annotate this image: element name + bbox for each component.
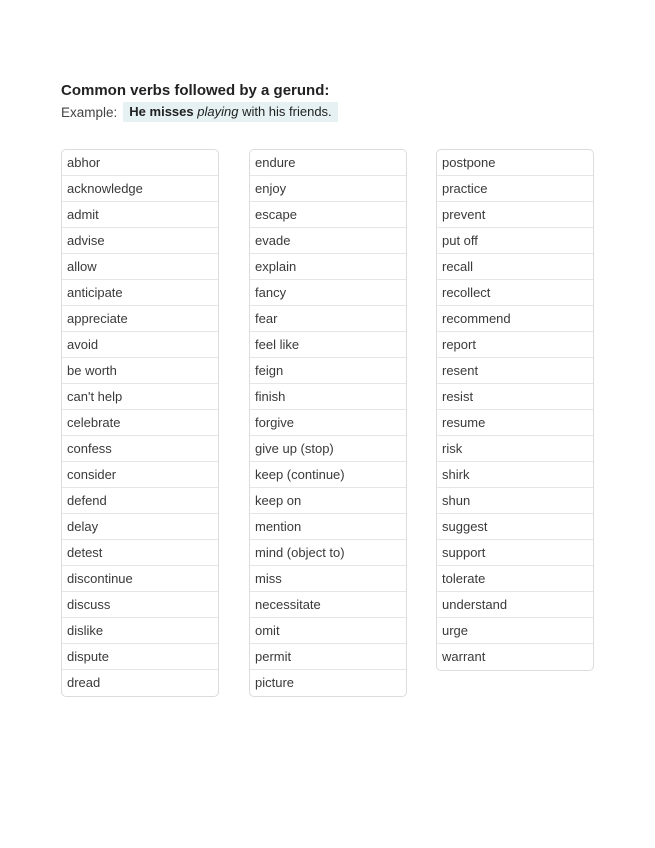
- example-gerund: playing: [197, 104, 239, 119]
- verb-list-item: allow: [62, 254, 218, 280]
- example-highlight: [123, 102, 337, 122]
- verb-list-item: understand: [437, 592, 593, 618]
- verb-list-item: anticipate: [62, 280, 218, 306]
- verb-list-item: enjoy: [250, 176, 406, 202]
- verb-list-item: fear: [250, 306, 406, 332]
- verb-list-item: dread: [67, 675, 101, 690]
- verb-list-item: feel like: [250, 332, 406, 358]
- example-rest: with his friends.: [242, 104, 332, 119]
- verb-list-item: resume: [437, 410, 593, 436]
- verb-list-item: practice: [437, 176, 593, 202]
- verb-list-item: forgive: [250, 410, 406, 436]
- verb-list-item: be worth: [62, 358, 218, 384]
- verb-list-item: resist: [437, 384, 593, 410]
- verb-list-item: risk: [437, 436, 593, 462]
- verb-list-item: keep (continue): [250, 462, 406, 488]
- verb-list-item: dispute: [62, 644, 218, 670]
- verb-list-item: celebrate: [62, 410, 218, 436]
- verb-list-item: dislike: [62, 618, 218, 644]
- verb-list-item: discuss: [62, 592, 218, 618]
- verb-list-item: defend: [62, 488, 218, 514]
- verb-list-item: put off: [437, 228, 593, 254]
- verb-list-item: recall: [437, 254, 593, 280]
- verb-list-item: escape: [250, 202, 406, 228]
- verb-list-item: give up (stop): [250, 436, 406, 462]
- verb-list-item: admit: [62, 202, 218, 228]
- verb-list-item: urge: [437, 618, 593, 644]
- verb-list-item: can't help: [62, 384, 218, 410]
- verb-list-item: warrant: [442, 649, 486, 664]
- verb-column-1: [61, 149, 219, 697]
- verb-list-item: delay: [62, 514, 218, 540]
- verb-list-item: advise: [62, 228, 218, 254]
- verb-list-item: picture: [255, 675, 295, 690]
- verb-list-item: feign: [250, 358, 406, 384]
- verb-list-item: report: [437, 332, 593, 358]
- verb-list-item: recommend: [437, 306, 593, 332]
- verb-list-item: avoid: [62, 332, 218, 358]
- verb-list-item: confess: [62, 436, 218, 462]
- verb-list-item: explain: [250, 254, 406, 280]
- example-sentence: [61, 102, 338, 122]
- verb-list-item: evade: [250, 228, 406, 254]
- example-subject: He: [129, 104, 146, 119]
- verb-list-item: finish: [250, 384, 406, 410]
- verb-list-item: consider: [62, 462, 218, 488]
- verb-list-item: keep on: [250, 488, 406, 514]
- verb-list-item: suggest: [437, 514, 593, 540]
- verb-list-item: permit: [250, 644, 406, 670]
- verb-list-item: acknowledge: [62, 176, 218, 202]
- verb-list-item: fancy: [250, 280, 406, 306]
- verb-list-item: mention: [250, 514, 406, 540]
- example-verb: misses: [149, 104, 194, 119]
- verb-list-item: discontinue: [62, 566, 218, 592]
- verb-list-item: miss: [250, 566, 406, 592]
- verb-list-item: abhor: [62, 150, 218, 176]
- verb-list-item: appreciate: [62, 306, 218, 332]
- verb-list-item: recollect: [437, 280, 593, 306]
- example-label: Example:: [61, 104, 118, 120]
- verb-list-item: endure: [250, 150, 406, 176]
- verb-list-item: tolerate: [437, 566, 593, 592]
- verb-column-3: [436, 149, 594, 671]
- verb-list-item: support: [437, 540, 593, 566]
- page-title: Common verbs followed by a gerund:: [61, 82, 330, 99]
- verb-list-item: resent: [437, 358, 593, 384]
- verb-column-2: [249, 149, 407, 697]
- verb-list-item: detest: [62, 540, 218, 566]
- verb-list-item: mind (object to): [250, 540, 406, 566]
- verb-list-item: necessitate: [250, 592, 406, 618]
- verb-list-item: prevent: [437, 202, 593, 228]
- verb-list-item: shun: [437, 488, 593, 514]
- verb-list-item: shirk: [437, 462, 593, 488]
- verb-list-item: postpone: [437, 150, 593, 176]
- verb-list-item: omit: [250, 618, 406, 644]
